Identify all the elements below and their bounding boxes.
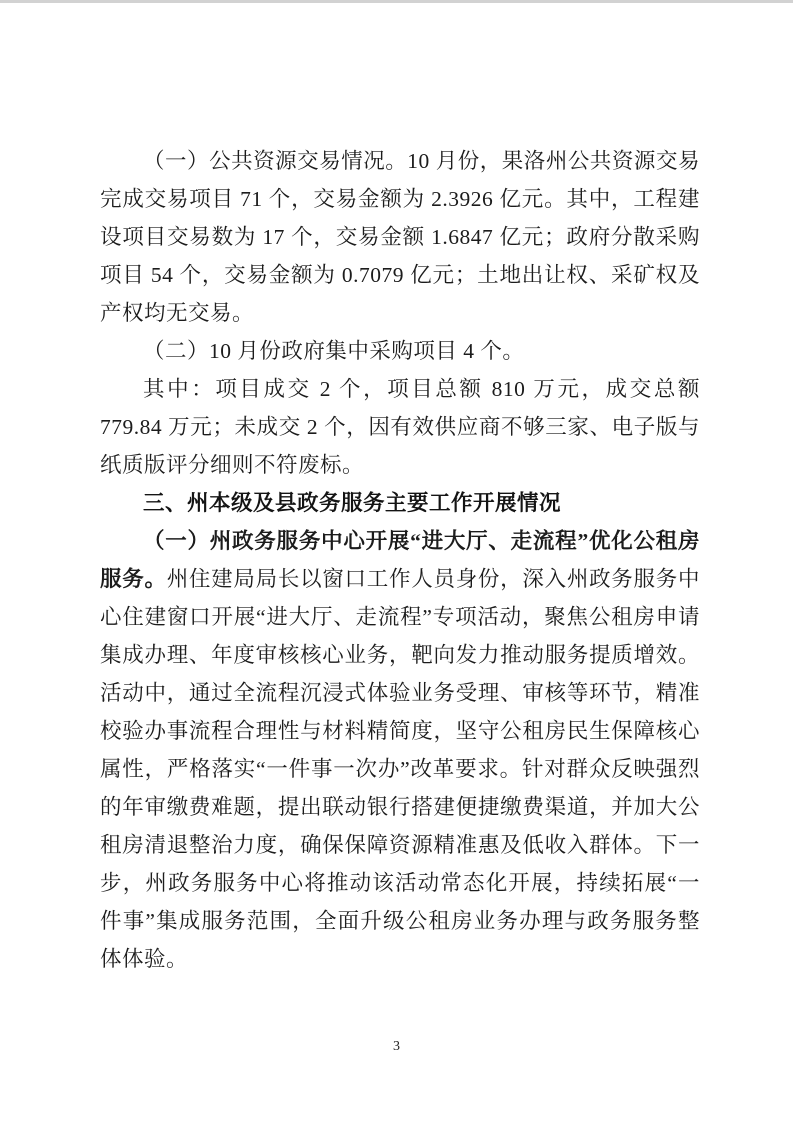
paragraph-service-center-activity	[100, 522, 700, 978]
paragraph-centralized-procurement: （二）10 月份政府集中采购项目 4 个。	[143, 339, 525, 363]
document-body	[100, 142, 700, 978]
paragraph-bold-lead: （一）州政务服务中心开展“进大厅、走流程”优化公租房服务。	[100, 529, 700, 591]
paragraph-body-text: 州住建局局长以窗口工作人员身份，深入州政务服务中心住建窗口开展“进大厅、走流程”专项活动，聚焦公租房申请集成办理、年度审核核心业务，靶向发力推动服务提质增效。活动中，通过全流程沉浸式体验业务受理、审核等环节，精准校验办事流程合理性与材料精简度，坚守公租房民生保障核心属性，严格落实“一件事一次办”改革要求。针对群众反映强烈的年审缴费难题，提出联动银行搭建便捷缴费渠道，并加大公租房清退整治力度，确保保障资源精准惠及低收入群体。下一步，州政务服务中心将推动该活动常态化开展，持续拓展“一件事”集成服务范围，全面升级公租房业务办理与政务服务整体体验。	[100, 567, 700, 971]
paragraph-procurement-detail: 其中：项目成交 2 个，项目总额 810 万元，成交总额 779.84 万元；未成交 2 个，因有效供应商不够三家、电子版与纸质版评分细则不符废标。	[100, 377, 700, 477]
scan-edge-artifact	[0, 0, 793, 3]
section-heading-government-services: 三、州本级及县政务服务主要工作开展情况	[143, 491, 562, 515]
page-number: 3	[393, 1039, 400, 1054]
paragraph-public-resource-trading: （一）公共资源交易情况。10 月份，果洛州公共资源交易完成交易项目 71 个，交易金额为 2.3926 亿元。其中，工程建设项目交易数为 17 个，交易金额 1.6847 亿元；政府分散采购项目 54 个，交易金额为 0.7079 亿元；土地出让权、采矿权及产权均无交易。	[100, 149, 700, 325]
